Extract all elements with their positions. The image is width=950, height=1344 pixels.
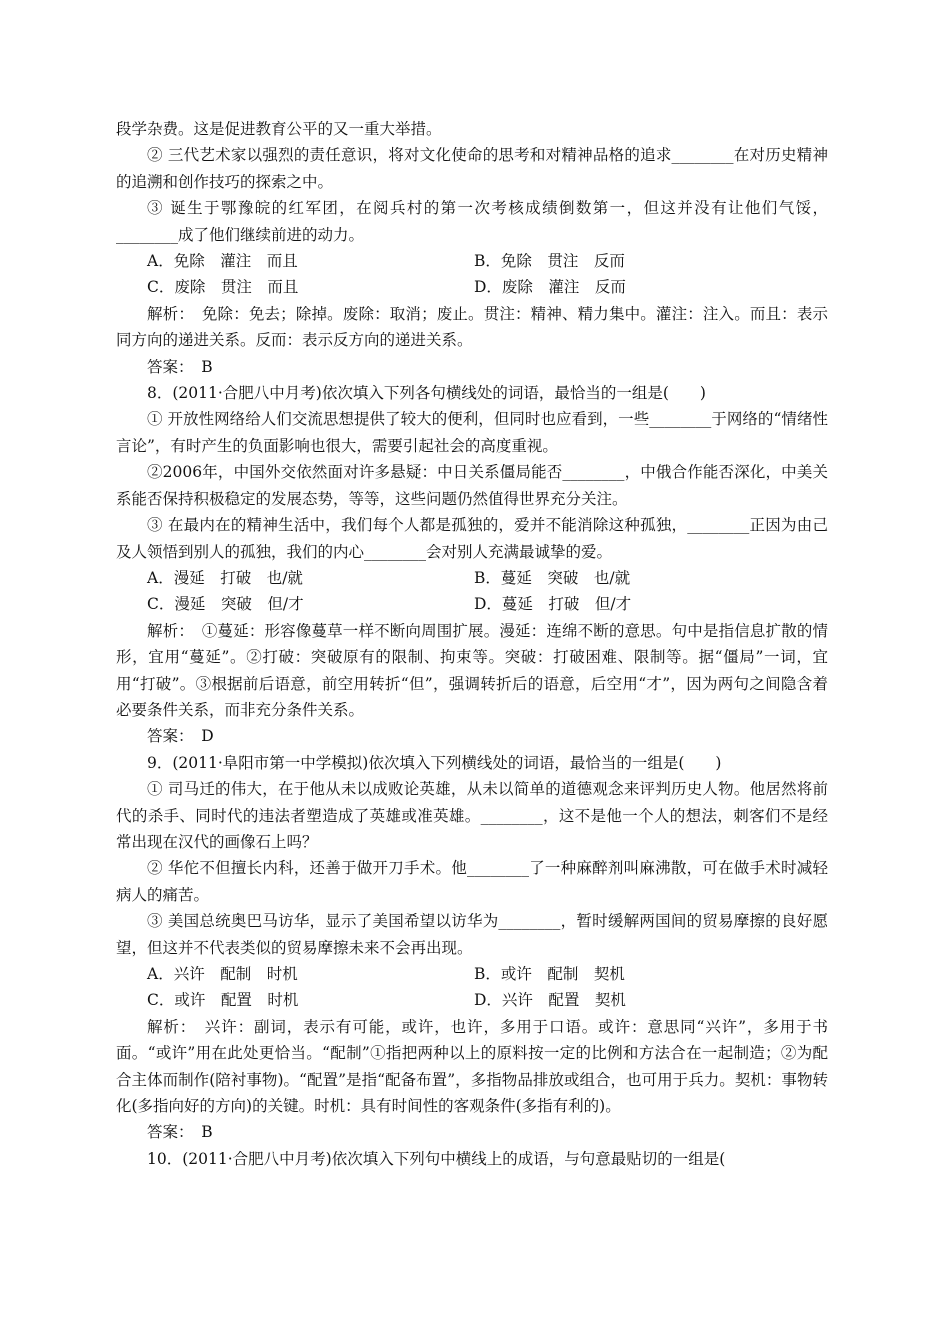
q9-options-row-2 [116,987,828,1013]
q7-analysis: 解析： 免除：免去；除掉。废除：取消；废止。贯注：精神、精力集中。灌注：注入。而且：表示同方向的递进关系。反而：表示反方向的递进关系。 [116,304,828,350]
sentence-3: ③ 诞生于鄂豫皖的红军团，在阅兵村的第一次考核成绩倒数第一，但这并没有让他们气馁，________成了他们继续前进的动力。 [116,199,828,244]
q9-option-c: C．或许 配置 时机 [147,991,299,1010]
document-page [116,116,828,1172]
q9-analysis: 解析： 兴许：副词，表示有可能，或许，也许，多用于口语。或许：意思同“兴许”，多用于书面。“或许”用在此处更恰当。“配制”①指把两种以上的原料按一定的比例和方法合在一起制造；②为配合主体而制作(陪衬事物)。“配置”是指“配备布置”，多指物品排放或组合，也可用于兵力。契机：事物转化(多指向好的方向)的关键。时机：具有时间性的客观条件(多指有利的)。 [116,1017,828,1116]
q8-options-row-1 [116,565,828,591]
q8-option-a: A．漫延 打破 也/就 [147,568,303,587]
q9-stem: 9．(2011·阜阳市第一中学模拟)依次填入下列横线处的词语，最恰当的一组是( ) [147,753,722,772]
q9-answer: 答案： B [147,1123,213,1142]
q7-options-row-1 [116,248,828,274]
q8-options-row-2 [116,591,828,617]
q8-stem: 8．(2011·合肥八中月考)依次填入下列各句横线处的词语，最恰当的一组是( ) [147,384,706,403]
q7-option-a: A．免除 灌注 而且 [147,252,298,271]
q8-option-d: D．蔓延 打破 但/才 [474,595,632,614]
q8-sentence-1: ① 开放性网络给人们交流思想提供了较大的便利，但同时也应看到，一些________于网络的“情绪性言论”，有时产生的负面影响也很大，需要引起社会的高度重视。 [116,410,828,455]
q7-option-b: B．免除 贯注 反而 [474,252,625,271]
q9-option-b: B．或许 配制 契机 [474,965,625,983]
q9-sentence-3: ③ 美国总统奥巴马访华，显示了美国希望以访华为________，暂时缓解两国间的贸易摩擦的良好愿望，但这并不代表类似的贸易摩擦未来不会再出现。 [116,912,828,957]
paragraph: 段学杂费。这是促进教育公平的又一重大举措。 [116,120,442,138]
q8-sentence-2: ②2006年，中国外交依然面对许多悬疑：中日关系僵局能否________，中俄合作能否深化，中美关系能否保持积极稳定的发展态势，等等，这些问题仍然值得世界充分关注。 [116,463,828,508]
q8-option-c: C．漫延 突破 但/才 [147,595,304,614]
q7-answer: 答案： B [147,357,213,376]
q9-option-d: D．兴许 配置 契机 [474,991,626,1010]
q7-option-c: C．废除 贯注 而且 [147,278,299,297]
q8-analysis: 解析： ①蔓延：形容像蔓草一样不断向周围扩展。漫延：连绵不断的意思。句中是指信息扩散的情形，宜用“蔓延”。②打破：突破原有的限制、拘束等。突破：打破困难、限制等。据“僵局”一词，宜用“打破”。③根据前后语意，前空用转折“但”，强调转折后的语意，后空用“才”，因为两句之间隐含着必要条件关系，而非充分条件关系。 [116,621,828,719]
q8-option-b: B．蔓延 突破 也/就 [474,568,631,587]
q8-sentence-3: ③ 在最内在的精神生活中，我们每个人都是孤独的，爱并不能消除这种孤独，________正因为由己及人领悟到别人的孤独，我们的内心________会对别人充满最诚挚的爱。 [116,516,828,561]
q8-answer: 答案： D [147,727,214,746]
q9-sentence-2: ② 华佗不但擅长内科，还善于做开刀手术。他________了一种麻醉剂叫麻沸散，可在做手术时减轻病人的痛苦。 [116,859,828,904]
q7-options-row-2 [116,274,828,300]
q9-sentence-1: ① 司马迁的伟大，在于他从未以成败论英雄，从未以简单的道德观念来评判历史人物。他居然将前代的杀手、同时代的违法者塑造成了英雄或准英雄。________，这不是他一个人的想法，刺客们不是经常出现在汉代的画像石上吗？ [116,780,828,851]
q9-option-a: A．兴许 配制 时机 [147,965,298,983]
q9-options-row-1 [116,961,828,987]
sentence-2: ② 三代艺术家以强烈的责任意识，将对文化使命的思考和对精神品格的追求________在对历史精神的追溯和创作技巧的探索之中。 [116,146,828,191]
q10-stem: 10．(2011·合肥八中月考)依次填入下列句中横线上的成语，与句意最贴切的一组是( [147,1149,726,1168]
q7-option-d: D．废除 灌注 反而 [474,278,626,297]
